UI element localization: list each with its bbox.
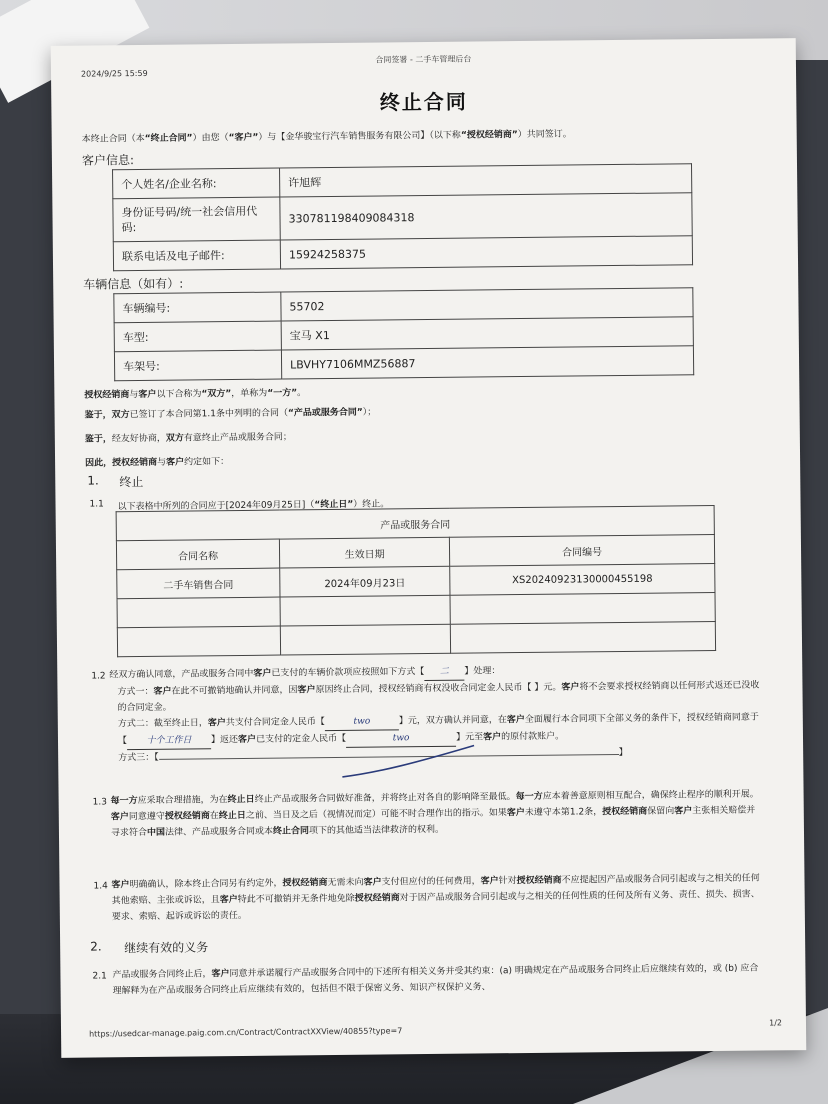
intro-paragraph: [82, 126, 572, 144]
clause-term: 客户: [110, 812, 129, 823]
clause-text: 项下的其他适当法律救济的权利。: [308, 824, 445, 837]
therefore-clause: [85, 454, 229, 469]
parties-term-3: “双方”: [201, 389, 232, 400]
contract-name-cell: [117, 597, 280, 628]
clause-term: 客户: [483, 732, 502, 743]
clause-text: 全面履行本合同项下全部义务的条件下，授权经销商同意于【: [117, 712, 759, 747]
parties-term-1: 授权经销商: [84, 390, 130, 401]
handwritten-refund-amount: two: [346, 730, 456, 748]
whereas1-term-3: “产品或服务合同”: [287, 407, 363, 419]
handwritten-refund-period: 十个工作日: [127, 732, 211, 750]
intro-term-2: “客户”: [228, 132, 259, 144]
parties-text-4: 。: [297, 388, 307, 399]
clause-text: 产品或服务合同终止后，: [112, 969, 212, 981]
clause-text: 共支付合同定金人民币【: [225, 717, 325, 729]
clause-text: 经双方确认同意，产品或服务合同中: [109, 668, 254, 681]
clause-term: 客户: [506, 715, 525, 726]
contract-name-cell: 二手车销售合同: [117, 568, 280, 599]
clause-text: 的原付款账户。: [501, 731, 565, 743]
clause-term: 授权经销商: [354, 893, 400, 904]
clause-text: 同意遵守: [128, 811, 165, 823]
customer-info-label: 客户信息:: [81, 153, 135, 168]
customer-id-key: 身份证号码/统一社会信用代码:: [113, 197, 280, 242]
intro-text-3: ）与【金华骏宝行汽车销售服务有限公司】（以下称: [258, 130, 461, 143]
clause-text: 已支付的定金人民币【: [255, 733, 347, 745]
clause-text: 】元至: [455, 732, 484, 743]
vehicle-number-key: 车辆编号:: [114, 292, 281, 323]
clause-term: 授权经销商: [516, 875, 562, 887]
vehicle-vin-value: LBVHY7106MMZ56887: [281, 346, 693, 379]
clause-text: 已支付的车辆价款项应按照如下方式【: [271, 667, 425, 679]
parties-text-1: 与: [129, 390, 139, 401]
intro-text-2: ）由您（: [192, 133, 229, 144]
clause-text: 支付但应付的任何费用，: [381, 876, 481, 888]
contract-table-caption: 产品或服务合同: [116, 506, 714, 541]
therefore-text-1: 与: [157, 457, 167, 468]
clause-term: 客户: [674, 806, 693, 817]
clause-term: 终止日: [227, 794, 255, 806]
contract-date-cell: [280, 624, 450, 655]
intro-text-1: 本终止合同（本: [81, 133, 145, 145]
whereas2-text-2: 有意终止产品或服务合同；: [183, 432, 292, 444]
clause-term: 客户: [237, 734, 257, 746]
clause-term: 客户: [297, 685, 316, 696]
clause-text: 方式一：: [117, 686, 154, 698]
handwritten-method-choice: 二: [424, 664, 464, 681]
clause-term: 客户: [561, 682, 580, 693]
clause-text: 对于因产品或服务合同引起或与之相关的任何性质的任何及所有义务、责任、损失、损害、要求、索赔、起诉或诉讼的责任。: [111, 889, 760, 923]
whereas2-term-2: 双方: [165, 433, 184, 444]
clause-term: 每一方: [515, 791, 543, 803]
table-row: [113, 193, 692, 242]
print-timestamp: 2024/9/25 15:59: [80, 68, 148, 79]
clause-text: 未遵守本第1.2条，: [524, 807, 603, 819]
clause-text: 主张相关赔偿并寻求符合: [110, 805, 756, 839]
contract-number-cell: XS20240923130000455198: [450, 564, 715, 596]
whereas1-text-1: 已签订了本合同第1.1条中列明的合同（: [129, 408, 288, 421]
contract-header-date: 生效日期: [279, 537, 449, 568]
contract-page: [51, 38, 807, 1058]
clause-term: 中国: [146, 827, 166, 838]
clause-term: 客户: [211, 969, 230, 980]
clause-text: 】处理：: [464, 666, 501, 677]
whereas2-text-1: 经友好协商，: [111, 433, 166, 445]
clause-1-4-text: [111, 871, 761, 926]
parties-term-2: 客户: [138, 389, 157, 401]
table-row: [113, 236, 692, 271]
clause-text: 应采取合理措施，为在: [137, 795, 228, 807]
vehicle-model-value: 宝马 X1: [281, 317, 693, 350]
clause-text: 终止产品或服务合同做好准备，并将终止对各自的影响降至最低。: [254, 792, 516, 805]
document-title: 终止合同: [379, 89, 468, 115]
section-2-number: 2.: [90, 939, 102, 954]
vehicle-model-key: 车型:: [114, 321, 281, 352]
therefore-term-3: 客户: [166, 457, 185, 468]
contract-date-cell: 2024年09月23日: [280, 566, 450, 597]
clause-term: 客户: [219, 895, 238, 906]
clause-text: 原因终止合同，授权经销商有权没收合同定金人民币【 】元。: [315, 682, 562, 696]
customer-name-key: 个人姓名/企业名称:: [113, 168, 280, 199]
clause-term: 客户: [480, 876, 499, 887]
parties-text-3: ，单称为: [231, 388, 268, 400]
contract-date-cell: [280, 595, 450, 626]
clause-text: 方式二：截至终止日，: [117, 718, 208, 730]
section-1-title: 终止: [119, 474, 144, 490]
clause-text: 之前、当日及之后（视情况而定）可能不时合理作出的指示。如果: [245, 808, 507, 821]
clause-text: 在: [209, 811, 219, 822]
whereas1-term-2: 双方: [111, 410, 130, 421]
clause-text: 特此不可撤销并无条件地免除: [237, 893, 355, 906]
clause-1-1-term: “终止日”: [314, 499, 354, 511]
contract-number-cell: [450, 622, 715, 654]
customer-contact-value: 15924258375: [280, 236, 692, 269]
clause-1-1-part-2: ）终止。: [353, 499, 390, 510]
clause-2-1-number: 2.1: [92, 971, 107, 982]
clause-text: 应本着善意原则相互配合，确保终止程序的顺利开展。: [542, 789, 759, 802]
clause-term: 授权经销商: [602, 806, 648, 818]
whereas-clause-1: [85, 405, 377, 421]
whereas-clause-2: [85, 429, 292, 444]
customer-info-table: [112, 163, 693, 271]
footer-page-number: 1/2: [769, 1018, 783, 1028]
clause-text: 针对: [498, 876, 517, 887]
clause-text: 】: [618, 747, 628, 759]
whereas1-term-1: 鉴于，: [84, 410, 112, 421]
vehicle-number-value: 55702: [281, 288, 693, 321]
therefore-text-2: 约定如下：: [184, 457, 230, 468]
clause-text: 法律、产品或服务合同或本: [164, 826, 274, 838]
intro-text-4: ）共同签订。: [517, 129, 572, 141]
clause-text: 无需未向: [327, 877, 364, 889]
clause-term: 客户: [111, 880, 130, 891]
contract-header-name: 合同名称: [116, 539, 279, 570]
parties-text-2: 以下合称为: [156, 389, 202, 400]
clause-1-1-number: 1.1: [89, 499, 104, 510]
clause-term: 终止日: [218, 810, 246, 822]
customer-id-value: 330781198409084318: [280, 193, 692, 240]
clause-text: 方式三：【: [118, 752, 159, 764]
clause-term: 每一方: [110, 796, 138, 807]
clause-text: 】返还: [210, 735, 239, 746]
clause-1-1-part-1: 以下表格中所列的合同应于[2024年09月25日]（: [117, 500, 315, 513]
vehicle-info-label: 车辆信息（如有）:: [83, 276, 184, 292]
clause-term: 客户: [153, 686, 172, 697]
customer-contact-key: 联系电话及电子邮件:: [113, 240, 280, 271]
clause-1-4-number: 1.4: [93, 881, 108, 892]
intro-term-1: “终止合同”: [144, 133, 193, 144]
section-1-number: 1.: [87, 473, 99, 488]
clause-text: 不应提起因产品或服务合同引起或与之相关的任何其他索赔、主张或诉讼，且: [111, 873, 760, 907]
clause-term: 授权经销商: [164, 811, 210, 822]
clause-term: 客户: [253, 668, 272, 679]
clause-text: 将不会要求授权经销商以任何形式返还已没收的合同定金。: [117, 680, 760, 714]
clause-text: 】元，双方确认并同意，在: [398, 715, 507, 727]
section-2-title: 继续有效的义务: [124, 940, 209, 956]
contract-table: [116, 505, 716, 657]
clause-term: 客户: [363, 877, 382, 888]
clause-1-3-number: 1.3: [92, 797, 108, 808]
clause-text: 同意并承诺履行产品或服务合同中的下述所有相关义务并受其约束：(a) 明确规定在产品或服务合同终止后应继续有效的，或 (b) 应合理解释为在产品或服务合同终止后应继续有效的，包括但不限于保密义务、知识产权保护义务、: [112, 963, 759, 997]
therefore-term-1: 因此，: [85, 458, 113, 469]
contract-header-number: 合同编号: [449, 535, 714, 567]
intro-term-3: “授权经销商”: [460, 130, 518, 141]
clause-term: 授权经销商: [282, 878, 328, 889]
handwritten-deposit-amount: two: [325, 713, 399, 731]
vehicle-vin-key: 车架号:: [114, 350, 281, 381]
clause-term: 客户: [207, 718, 226, 729]
print-system-title: 合同签署 - 二手车管理后台: [375, 54, 472, 65]
clause-text: 保留向: [647, 806, 675, 817]
table-row: [114, 346, 693, 381]
clause-text: 在此不可撤销地确认并同意，因: [171, 685, 298, 697]
footer-url: https://usedcar-manage.paig.com.cn/Contract/ContractXXView/40855?type=7: [89, 1026, 403, 1039]
therefore-term-2: 授权经销商: [112, 457, 158, 469]
clause-2-1-text: [112, 961, 762, 1000]
parties-term-4: “一方”: [267, 388, 298, 399]
contract-number-cell: [450, 593, 715, 625]
contract-name-cell: [117, 626, 280, 657]
clause-1-3-text: [111, 787, 761, 842]
clause-term: 客户: [506, 808, 525, 819]
whereas2-term-1: 鉴于，: [84, 434, 112, 445]
handwritten-strike-mark: [338, 741, 478, 782]
parties-definition: [84, 385, 306, 400]
clause-text: 明确确认，除本终止合同另有约定外，: [129, 878, 283, 891]
table-row: [117, 622, 715, 657]
clause-term: 终止合同: [272, 826, 310, 837]
whereas1-text-2: ）；: [362, 407, 377, 418]
vehicle-info-table: [113, 287, 694, 381]
clause-1-2-number: 1.2: [91, 671, 106, 682]
customer-name-value: 许旭辉: [280, 164, 692, 197]
